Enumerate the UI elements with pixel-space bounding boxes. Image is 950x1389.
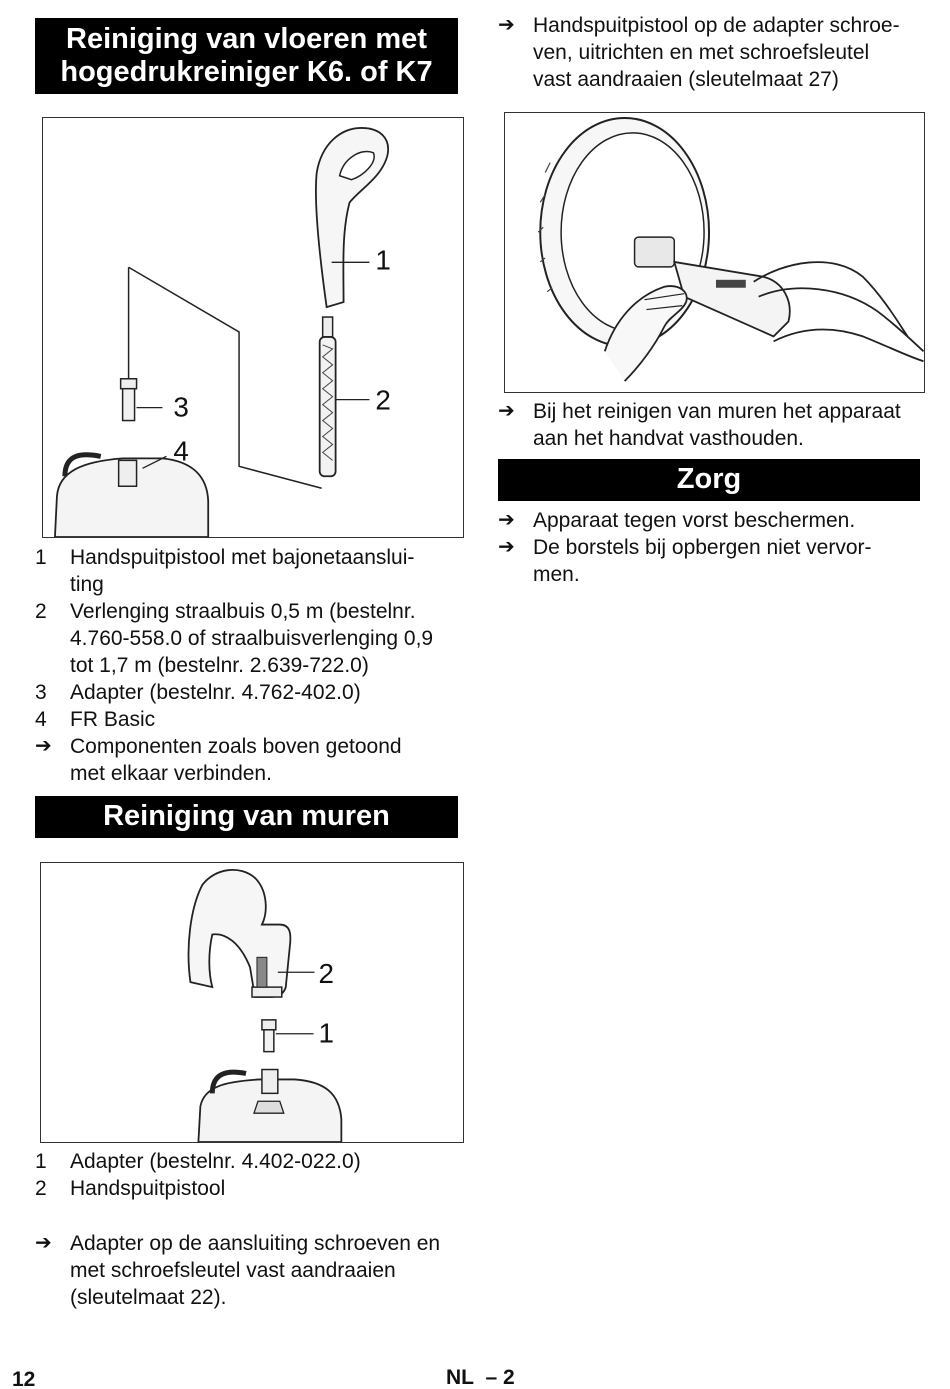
footer-section-page: – 2 <box>485 1366 515 1389</box>
instruction-connect-components: ➔ Componenten zoals boven getoond met elkaar verbinden. <box>35 735 402 785</box>
list-item: ➔ Apparaat tegen vorst beschermen. <box>498 509 856 532</box>
footer-section <box>446 1366 515 1389</box>
list-item: 2 Verlenging straalbuis 0,5 m (bestelnr. 4.760-558.0 of straalbuisverlenging 0,9 tot 1,7 m (bestelnr. 2.639-722.0) <box>35 600 434 677</box>
arrow-icon: ➔ <box>498 400 515 422</box>
arrow-icon: ➔ <box>498 536 515 558</box>
list-item: 4 FR Basic <box>35 708 156 731</box>
instruction-screw-pistol: ➔ Handspuitpistool op de adapter schroe- ven, uitrichten en met schroefsleutel vast aandraaien (sleutelmaat 27) <box>498 14 900 91</box>
arrow-icon: ➔ <box>35 735 52 757</box>
figure-wall-cleaning-usage <box>504 112 925 393</box>
callout-1: 1 <box>318 1017 334 1049</box>
heading-text: Zorg <box>676 463 742 495</box>
hands-holding-device-illustration <box>505 113 924 392</box>
figure-floor-cleaning-assembly <box>42 117 464 538</box>
parts-list-wall <box>35 1148 465 1202</box>
footer-language: NL <box>446 1366 474 1389</box>
page-number: 12 <box>12 1368 36 1389</box>
list-item: 2 Handspuitpistool <box>35 1177 226 1200</box>
heading-text: Reiniging van muren <box>103 800 390 832</box>
figure-wall-cleaning-assembly <box>40 862 464 1143</box>
callout-1: 1 <box>375 244 391 276</box>
callout-4: 4 <box>173 435 189 467</box>
arrow-icon: ➔ <box>498 14 515 36</box>
parts-list-floor <box>35 544 465 787</box>
section-heading-wall-cleaning <box>35 796 458 838</box>
wall-assembly-illustration <box>41 863 463 1142</box>
heading-line-1: Reiniging van vloeren met <box>66 23 427 55</box>
instruction-screw-adapter: ➔ Adapter op de aansluiting schroeven en met schroefsleutel vast aandraaien (sleutelmaat 22). <box>35 1232 441 1309</box>
assembly-illustration <box>43 118 463 537</box>
list-item: ➔ De borstels bij opbergen niet vervor- men. <box>498 536 872 586</box>
list-item: 1 Handspuitpistool met bajonetaanslui- ting <box>35 546 415 596</box>
callout-2: 2 <box>318 958 334 990</box>
care-list <box>498 507 928 588</box>
list-item: 1 Adapter (bestelnr. 4.402-022.0) <box>35 1150 361 1173</box>
callout-3: 3 <box>173 391 189 423</box>
arrow-icon: ➔ <box>35 1232 52 1254</box>
section-heading-floor-cleaning <box>35 18 458 94</box>
instruction-hold-handle: ➔ Bij het reinigen van muren het apparaat aan het handvat vasthouden. <box>498 400 901 450</box>
arrow-icon: ➔ <box>498 509 515 531</box>
list-item: 3 Adapter (bestelnr. 4.762-402.0) <box>35 681 361 704</box>
callout-2: 2 <box>375 384 391 416</box>
heading-line-2: hogedrukreiniger K6. of K7 <box>60 56 433 88</box>
section-heading-care <box>498 459 920 501</box>
